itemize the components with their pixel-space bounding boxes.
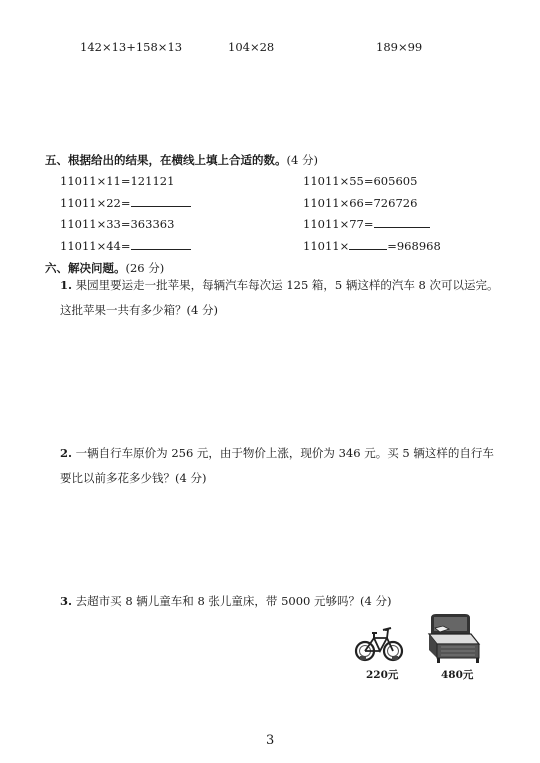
- eq-right-1: 11011×55=605605: [303, 174, 418, 188]
- section6-title-text: 六、解决问题。: [45, 261, 126, 275]
- eq-left-4-text: 11011×44=: [60, 239, 131, 253]
- question-2-text: 一辆自行车原价为 256 元，由于物价上涨，现价为 346 元。买 5 辆这样的自行车要比以前多花多少钱？(4 分): [60, 446, 494, 485]
- child-bed-price: 480元: [441, 669, 474, 681]
- question-1-number: 1.: [60, 278, 73, 292]
- calc-1: 142×13+158×13: [80, 40, 183, 54]
- question-3-text: 去超市买 8 辆儿童车和 8 张儿童床，带 5000 元够吗？(4 分): [75, 594, 392, 608]
- child-bicycle-price: 220元: [366, 669, 399, 681]
- eq-left-2: [60, 196, 191, 210]
- question-1-text: 果园里要运走一批苹果，每辆汽车每次运 125 箱，5 辆这样的汽车 8 次可以运完。这批苹果一共有多少箱？(4 分): [60, 278, 499, 317]
- question-1: [60, 273, 500, 323]
- eq-right-4-prefix: 11011×: [303, 239, 350, 253]
- calc-3: 189×99: [376, 40, 423, 54]
- child-bicycle-icon: [354, 624, 404, 662]
- question-2: [60, 441, 500, 491]
- question-3: [60, 589, 500, 614]
- eq-right-3-text: 11011×77=: [303, 217, 374, 231]
- eq-left-2-text: 11011×22=: [60, 196, 131, 210]
- answer-blank[interactable]: [349, 239, 387, 250]
- child-bed-icon: [425, 614, 481, 664]
- section5-title: [45, 152, 318, 168]
- eq-left-3: 11011×33=363363: [60, 217, 175, 231]
- section6-points: (26 分): [125, 261, 165, 275]
- answer-blank[interactable]: [131, 196, 191, 207]
- page-number: 3: [266, 733, 275, 748]
- calc-2: 104×28: [228, 40, 275, 54]
- answer-blank[interactable]: [131, 239, 191, 250]
- eq-right-4: [303, 239, 441, 253]
- section5-points: (4 分): [286, 153, 318, 167]
- answer-blank[interactable]: [374, 217, 430, 228]
- eq-left-1: 11011×11=121121: [60, 174, 175, 188]
- section5-title-text: 五、根据给出的结果，在横线上填上合适的数。: [45, 153, 287, 167]
- question-2-number: 2.: [60, 446, 73, 460]
- eq-left-4: [60, 239, 191, 253]
- eq-right-2: 11011×66=726726: [303, 196, 418, 210]
- question-3-number: 3.: [60, 594, 73, 608]
- eq-right-3: [303, 217, 430, 231]
- eq-right-4-suffix: =968968: [387, 239, 441, 253]
